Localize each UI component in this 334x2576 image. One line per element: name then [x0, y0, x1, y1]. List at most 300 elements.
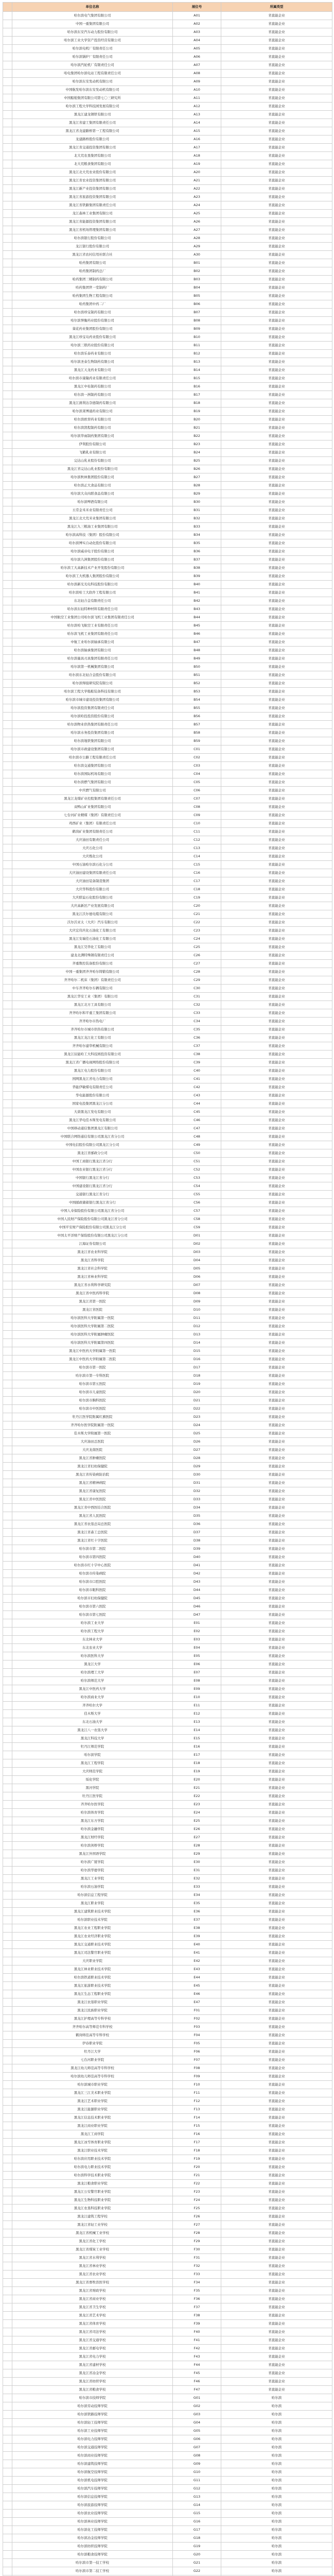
booth-number-cell: A14 [173, 119, 221, 127]
booth-number-cell: B15 [173, 375, 221, 383]
row-spacer-cell [3, 2106, 12, 2114]
booth-number-cell: F33 [173, 2270, 221, 2279]
booth-number-cell: B32 [173, 515, 221, 523]
category-cell: 哈尔滨 [221, 2468, 332, 2477]
category-cell: 省直能企业 [221, 1710, 332, 1718]
row-spacer-cell [3, 1776, 12, 1784]
category-cell: 省直能企业 [221, 820, 332, 828]
table-row [3, 820, 332, 828]
row-spacer-cell [3, 2567, 12, 2575]
company-name-cell: 哈尔滨金融学院 [12, 1825, 173, 1834]
category-cell: 省直能企业 [221, 284, 332, 292]
row-spacer-cell [3, 1784, 12, 1792]
category-cell: 省直能企业 [221, 226, 332, 234]
category-cell: 省直能企业 [221, 317, 332, 325]
table-row [3, 894, 332, 902]
company-name-cell: 中国航空工业集团公司哈尔滨飞机工业集团有限责任公司 [12, 614, 173, 622]
company-name-cell: 哈尔滨科学技术职业学院 [12, 2172, 173, 2180]
category-cell: 省直能企业 [221, 539, 332, 548]
table-row [3, 2213, 332, 2221]
company-name-cell: 哈尔滨市第二技工学校 [12, 2567, 173, 2575]
table-row [3, 2295, 332, 2303]
booth-number-cell: C59 [173, 1224, 221, 1232]
row-spacer-cell [3, 2139, 12, 2147]
category-cell: 省直能企业 [221, 1520, 332, 1529]
table-row [3, 1850, 332, 1858]
row-spacer-cell [3, 2287, 12, 2295]
category-cell: 省直能企业 [221, 556, 332, 564]
row-spacer-cell [3, 2279, 12, 2287]
table-row [3, 375, 332, 383]
row-spacer-cell [3, 894, 12, 902]
table-row [3, 548, 332, 556]
company-name-cell: 东北石油大学 [12, 1718, 173, 1726]
table-row [3, 2097, 332, 2106]
table-row [3, 952, 332, 960]
row-spacer-cell [3, 1306, 12, 1314]
row-spacer-cell [3, 1685, 12, 1693]
table-row [3, 1257, 332, 1265]
booth-number-cell: G17 [173, 2526, 221, 2534]
category-cell: 省直能企业 [221, 12, 332, 20]
company-name-cell: 哈尔滨投资集团有限责任公司 [12, 704, 173, 713]
company-name-cell: 黑龙江华安工业（集团）有限公司 [12, 993, 173, 1001]
category-cell: 省直能企业 [221, 300, 332, 309]
table-row [3, 2485, 332, 2493]
company-name-cell: 哈尔滨粮食技师学院 [12, 2551, 173, 2559]
company-name-cell: 哈尔滨地铁集团有限公司 [12, 737, 173, 745]
table-row [3, 226, 332, 234]
row-spacer-cell [3, 2320, 12, 2328]
row-spacer-cell [3, 20, 12, 28]
table-row [3, 556, 332, 564]
category-cell: 省直能企业 [221, 548, 332, 556]
company-name-cell: 龙江森林工业集团有限公司 [12, 210, 173, 218]
table-row [3, 1191, 332, 1199]
category-cell: 省直能企业 [221, 251, 332, 259]
category-cell: 省直能企业 [221, 28, 332, 37]
category-cell: 省直能企业 [221, 1314, 332, 1323]
category-cell: 省直能企业 [221, 787, 332, 795]
company-name-cell: 哈尔滨九洲集团股份有限公司 [12, 556, 173, 564]
booth-number-cell: C58 [173, 1215, 221, 1224]
company-name-cell: 黑龙江澳利达奈德制药有限公司 [12, 399, 173, 408]
category-cell: 省直能企业 [221, 704, 332, 713]
table-row [3, 1298, 332, 1306]
table-row [3, 135, 332, 144]
category-cell: 省直能企业 [221, 1677, 332, 1685]
company-name-cell: 齐重数控装备股份有限公司 [12, 960, 173, 968]
category-cell: 省直能企业 [221, 2378, 332, 2386]
category-cell: 省直能企业 [221, 2114, 332, 2122]
booth-number-cell: B42 [173, 597, 221, 605]
table-row [3, 622, 332, 630]
booth-number-cell: B14 [173, 366, 221, 375]
booth-number-cell: A21 [173, 177, 221, 185]
booth-number-cell: B02 [173, 267, 221, 276]
row-spacer-cell [3, 498, 12, 506]
booth-number-cell: D34 [173, 1504, 221, 1512]
company-name-cell: 哈尔滨信息技师学院 [12, 2493, 173, 2501]
table-row [3, 1430, 332, 1438]
booth-number-cell: C22 [173, 919, 221, 927]
category-cell: 省直能企业 [221, 86, 332, 94]
booth-number-cell: A15 [173, 127, 221, 135]
row-spacer-cell [3, 119, 12, 127]
row-spacer-cell [3, 614, 12, 622]
booth-number-cell: F09 [173, 2073, 221, 2081]
row-spacer-cell [3, 1323, 12, 1331]
row-spacer-cell [3, 45, 12, 53]
booth-number-cell: B45 [173, 622, 221, 630]
company-name-cell: 哈尔滨焊接研究院有限公司 [12, 680, 173, 688]
company-name-cell: 齐齐哈尔和平重工集团有限公司 [12, 1009, 173, 1018]
table-row [3, 1372, 332, 1380]
company-name-cell: 黑龙江新产业投资集团有限公司 [12, 185, 173, 193]
booth-number-cell: C01 [173, 745, 221, 754]
category-cell: 省直能企业 [221, 350, 332, 358]
booth-number-cell: C32 [173, 1001, 221, 1009]
company-name-cell: 哈尔滨师范大学 [12, 1677, 173, 1685]
company-name-cell: 黑龙江省卫生学校 [12, 2303, 173, 2312]
row-spacer-cell [3, 325, 12, 333]
table-row [3, 218, 332, 226]
booth-number-cell: D13 [173, 1331, 221, 1339]
table-header-row [3, 3, 332, 12]
booth-number-cell: C08 [173, 803, 221, 811]
company-name-cell: 黑龙江科技大学 [12, 1735, 173, 1743]
booth-number-cell: F10 [173, 2081, 221, 2089]
row-spacer-cell [3, 836, 12, 844]
category-cell: 省直能企业 [221, 2279, 332, 2287]
booth-number-cell: E15 [173, 1735, 221, 1743]
booth-number-cell: B28 [173, 482, 221, 490]
table-row [3, 259, 332, 267]
row-spacer-cell [3, 1669, 12, 1677]
row-spacer-cell [3, 2048, 12, 2056]
row-spacer-cell [3, 2172, 12, 2180]
table-row [3, 1512, 332, 1520]
row-spacer-cell [3, 605, 12, 614]
category-cell: 省直能企业 [221, 1809, 332, 1817]
row-spacer-cell [3, 2081, 12, 2089]
booth-number-cell: F23 [173, 2188, 221, 2196]
category-cell: 省直能企业 [221, 1652, 332, 1660]
category-cell: 省直能企业 [221, 1281, 332, 1290]
company-name-cell: 哈尔滨市口腔医院 [12, 1578, 173, 1586]
company-name-cell: 中航工业哈尔滨轴承有限公司 [12, 638, 173, 647]
company-name-cell: 哈尔滨市胸科医院 [12, 1397, 173, 1405]
row-spacer-cell [3, 1108, 12, 1116]
company-name-cell: 哈尔滨量具刃具集团有限责任公司 [12, 655, 173, 663]
table-row [3, 333, 332, 342]
company-name-cell: 黑龙江外国语学院 [12, 1850, 173, 1858]
booth-number-cell: F42 [173, 2345, 221, 2353]
booth-number-cell: C49 [173, 1141, 221, 1149]
company-name-cell: 黑龙江省水利科学研究院 [12, 1281, 173, 1290]
row-spacer-cell [3, 853, 12, 861]
company-name-cell: 哈尔滨广厦学院 [12, 1858, 173, 1867]
row-spacer-cell [3, 70, 12, 78]
table-row [3, 531, 332, 539]
category-cell: 省直能企业 [221, 1611, 332, 1619]
table-row [3, 1290, 332, 1298]
category-cell: 省直能企业 [221, 119, 332, 127]
row-spacer-cell [3, 1529, 12, 1537]
table-row [3, 2518, 332, 2526]
booth-number-cell: B26 [173, 465, 221, 473]
company-name-cell: 江海证券有限公司 [12, 1240, 173, 1248]
row-spacer-cell [3, 2353, 12, 2361]
row-spacer-cell [3, 886, 12, 894]
category-cell: 省直能企业 [221, 1504, 332, 1512]
table-row [3, 391, 332, 399]
company-name-cell: 黑龙江中桂制药有限公司 [12, 383, 173, 391]
company-name-cell: 哈尔滨医科大学附属第一医院 [12, 1314, 173, 1323]
row-spacer-cell [3, 2328, 12, 2336]
row-spacer-cell [3, 1933, 12, 1941]
row-spacer-cell [3, 2493, 12, 2501]
category-cell: 省直能企业 [221, 201, 332, 210]
category-cell: 省直能企业 [221, 836, 332, 844]
booth-number-cell: C25 [173, 943, 221, 952]
booth-number-cell: C20 [173, 902, 221, 910]
category-cell: 省直能企业 [221, 663, 332, 671]
row-spacer-cell [3, 201, 12, 210]
booth-number-cell: F14 [173, 2114, 221, 2122]
booth-number-cell: C15 [173, 861, 221, 869]
category-cell: 省直能企业 [221, 1347, 332, 1355]
row-spacer-cell [3, 869, 12, 877]
company-name-cell: 黑龙江省传染病防治院 [12, 1471, 173, 1479]
category-cell: 省直能企业 [221, 1998, 332, 2007]
booth-number-cell: B10 [173, 333, 221, 342]
category-cell: 省直能企业 [221, 581, 332, 589]
company-name-cell: 哈尔滨农业技师学院 [12, 2510, 173, 2518]
company-name-cell: 大庆石化公司 [12, 844, 173, 853]
company-name-cell: 飞鹤乳业有限公司 [12, 449, 173, 457]
company-name-cell: 中车齐齐哈尔车辆有限公司 [12, 985, 173, 993]
booth-number-cell: D12 [173, 1323, 221, 1331]
table-row [3, 1735, 332, 1743]
category-cell: 省直能企业 [221, 1026, 332, 1034]
category-cell: 省直能企业 [221, 2147, 332, 2155]
table-row [3, 638, 332, 647]
category-cell: 省直能企业 [221, 1842, 332, 1850]
row-spacer-cell [3, 1702, 12, 1710]
table-row [3, 861, 332, 869]
company-name-cell: 华电能源股份有限公司 [12, 1092, 173, 1100]
category-cell: 省直能企业 [221, 770, 332, 778]
booth-number-cell: C29 [173, 976, 221, 985]
booth-number-cell: C34 [173, 1018, 221, 1026]
company-name-cell: 哈尔滨旅游技师学院 [12, 2501, 173, 2510]
booth-number-cell: F03 [173, 2023, 221, 2031]
row-spacer-cell [3, 234, 12, 243]
booth-number-cell: F32 [173, 2262, 221, 2270]
category-cell: 省直能企业 [221, 1776, 332, 1784]
table-row [3, 70, 332, 78]
row-spacer-cell [3, 655, 12, 663]
booth-number-cell: C36 [173, 1034, 221, 1042]
table-row [3, 1018, 332, 1026]
table-row [3, 185, 332, 193]
company-name-cell: 黑龙江护理高等专科学校 [12, 2015, 173, 2023]
company-name-cell: 哈尔滨圣泰生物制药有限公司 [12, 358, 173, 366]
row-spacer-cell [3, 729, 12, 737]
category-cell: 省直能企业 [221, 688, 332, 696]
booth-number-cell: C51 [173, 1158, 221, 1166]
category-cell: 省直能企业 [221, 1553, 332, 1562]
category-cell: 省直能企业 [221, 1355, 332, 1364]
category-cell: 省直能企业 [221, 1454, 332, 1463]
table-row [3, 1520, 332, 1529]
booth-number-cell: E35 [173, 1900, 221, 1908]
category-cell: 省直能企业 [221, 292, 332, 300]
booth-number-cell: A28 [173, 234, 221, 243]
table-row [3, 1685, 332, 1693]
company-name-cell: 大庆油田有限责任公司 [12, 836, 173, 844]
company-name-cell: 哈尔滨东安发动机有限公司 [12, 78, 173, 86]
table-row [3, 2221, 332, 2229]
row-spacer-cell [3, 811, 12, 820]
table-row [3, 2163, 332, 2172]
row-spacer-cell [3, 902, 12, 910]
company-name-cell: 哈尔滨华德学院 [12, 1867, 173, 1875]
table-row [3, 1891, 332, 1900]
header-booth-number: 展位号 [173, 3, 221, 12]
table-row [3, 2328, 332, 2336]
row-spacer-cell [3, 1545, 12, 1553]
table-row [3, 1364, 332, 1372]
category-cell: 省直能企业 [221, 1092, 332, 1100]
company-name-cell: 黑龙江北大荒米业集团有限公司 [12, 515, 173, 523]
company-name-cell: 齐齐哈尔高等师范专科学校 [12, 2023, 173, 2031]
row-spacer-cell [3, 1512, 12, 1520]
row-spacer-cell [3, 2196, 12, 2205]
booth-number-cell: B41 [173, 589, 221, 597]
table-row [3, 309, 332, 317]
table-row [3, 1092, 332, 1100]
category-cell: 省直能企业 [221, 1545, 332, 1553]
company-name-cell: 中国联合网络通信有限公司黑龙江省分公司 [12, 1133, 173, 1141]
category-cell: 省直能企业 [221, 1858, 332, 1867]
company-name-cell: 哈尔滨剑桥学院 [12, 1842, 173, 1850]
category-cell: 省直能企业 [221, 498, 332, 506]
company-name-cell: 哈尔滨工程大学 [12, 1628, 173, 1636]
company-name-cell: 黑龙江省医院 [12, 1306, 173, 1314]
row-spacer-cell [3, 1644, 12, 1652]
table-row [3, 1125, 332, 1133]
category-cell: 省直能企业 [221, 1817, 332, 1825]
booth-number-cell: C14 [173, 853, 221, 861]
row-spacer-cell [3, 2501, 12, 2510]
company-name-cell: 哈尔滨冶金技师学院 [12, 2534, 173, 2543]
table-row [3, 12, 332, 20]
table-row [3, 1768, 332, 1776]
table-row [3, 2526, 332, 2534]
category-cell: 省直能企业 [221, 2262, 332, 2270]
table-row [3, 28, 332, 37]
table-row [3, 1042, 332, 1050]
category-cell: 省直能企业 [221, 1471, 332, 1479]
category-cell: 省直能企业 [221, 1059, 332, 1067]
booth-number-cell: E20 [173, 1776, 221, 1784]
category-cell: 省直能企业 [221, 432, 332, 440]
booth-number-cell: E36 [173, 1908, 221, 1916]
table-row [3, 1842, 332, 1850]
table-row [3, 1438, 332, 1446]
category-cell: 省直能企业 [221, 449, 332, 457]
category-cell: 省直能企业 [221, 869, 332, 877]
row-spacer-cell [3, 2345, 12, 2353]
table-row [3, 1116, 332, 1125]
row-spacer-cell [3, 1628, 12, 1636]
row-spacer-cell [3, 1463, 12, 1471]
row-spacer-cell [3, 127, 12, 135]
booth-number-cell: C48 [173, 1133, 221, 1141]
company-name-cell: 黑龙江珍宝岛药业股份有限公司 [12, 333, 173, 342]
company-name-cell: 哈尔滨市城市建设投资集团有限公司 [12, 696, 173, 704]
row-spacer-cell [3, 1751, 12, 1759]
row-spacer-cell [3, 317, 12, 325]
category-cell: 省直能企业 [221, 333, 332, 342]
table-row [3, 762, 332, 770]
category-cell: 省直能企业 [221, 985, 332, 993]
category-cell: 省直能企业 [221, 1883, 332, 1891]
table-row [3, 177, 332, 185]
row-spacer-cell [3, 267, 12, 276]
category-cell: 省直能企业 [221, 1166, 332, 1174]
booth-number-cell: A18 [173, 152, 221, 160]
company-name-cell: 中国银行黑龙江省分行 [12, 1174, 173, 1182]
row-spacer-cell [3, 564, 12, 572]
booth-number-cell: D06 [173, 1273, 221, 1281]
row-spacer-cell [3, 1141, 12, 1149]
table-row [3, 1265, 332, 1273]
table-row [3, 1306, 332, 1314]
table-row [3, 2229, 332, 2238]
row-spacer-cell [3, 787, 12, 795]
company-name-cell: 黑龙江省社会科学院 [12, 1265, 173, 1273]
booth-number-cell: A10 [173, 86, 221, 94]
booth-number-cell: C39 [173, 1059, 221, 1067]
booth-number-cell: E31 [173, 1867, 221, 1875]
booth-number-cell: B06 [173, 300, 221, 309]
booth-number-cell: C12 [173, 836, 221, 844]
company-name-cell: 黑龙江生态工程职业学院 [12, 1990, 173, 1998]
category-cell: 省直能企业 [221, 243, 332, 251]
table-row [3, 1702, 332, 1710]
company-name-cell: 哈尔滨华雨制药集团有限公司 [12, 432, 173, 440]
company-name-cell: 绥化学院 [12, 1776, 173, 1784]
row-spacer-cell [3, 1619, 12, 1628]
booth-number-cell: B49 [173, 655, 221, 663]
booth-number-cell: G01 [173, 2394, 221, 2402]
table-row [3, 2501, 332, 2510]
table-row [3, 2130, 332, 2139]
table-row [3, 342, 332, 350]
company-name-cell: 哈尔滨工大高新技术产业开发股份有限公司 [12, 564, 173, 572]
category-cell: 省直能企业 [221, 185, 332, 193]
table-row [3, 1652, 332, 1660]
booth-number-cell: C57 [173, 1207, 221, 1215]
booth-number-cell: F05 [173, 2040, 221, 2048]
booth-number-cell: B47 [173, 638, 221, 647]
table-row [3, 2402, 332, 2411]
row-spacer-cell [3, 828, 12, 836]
row-spacer-cell [3, 1718, 12, 1726]
